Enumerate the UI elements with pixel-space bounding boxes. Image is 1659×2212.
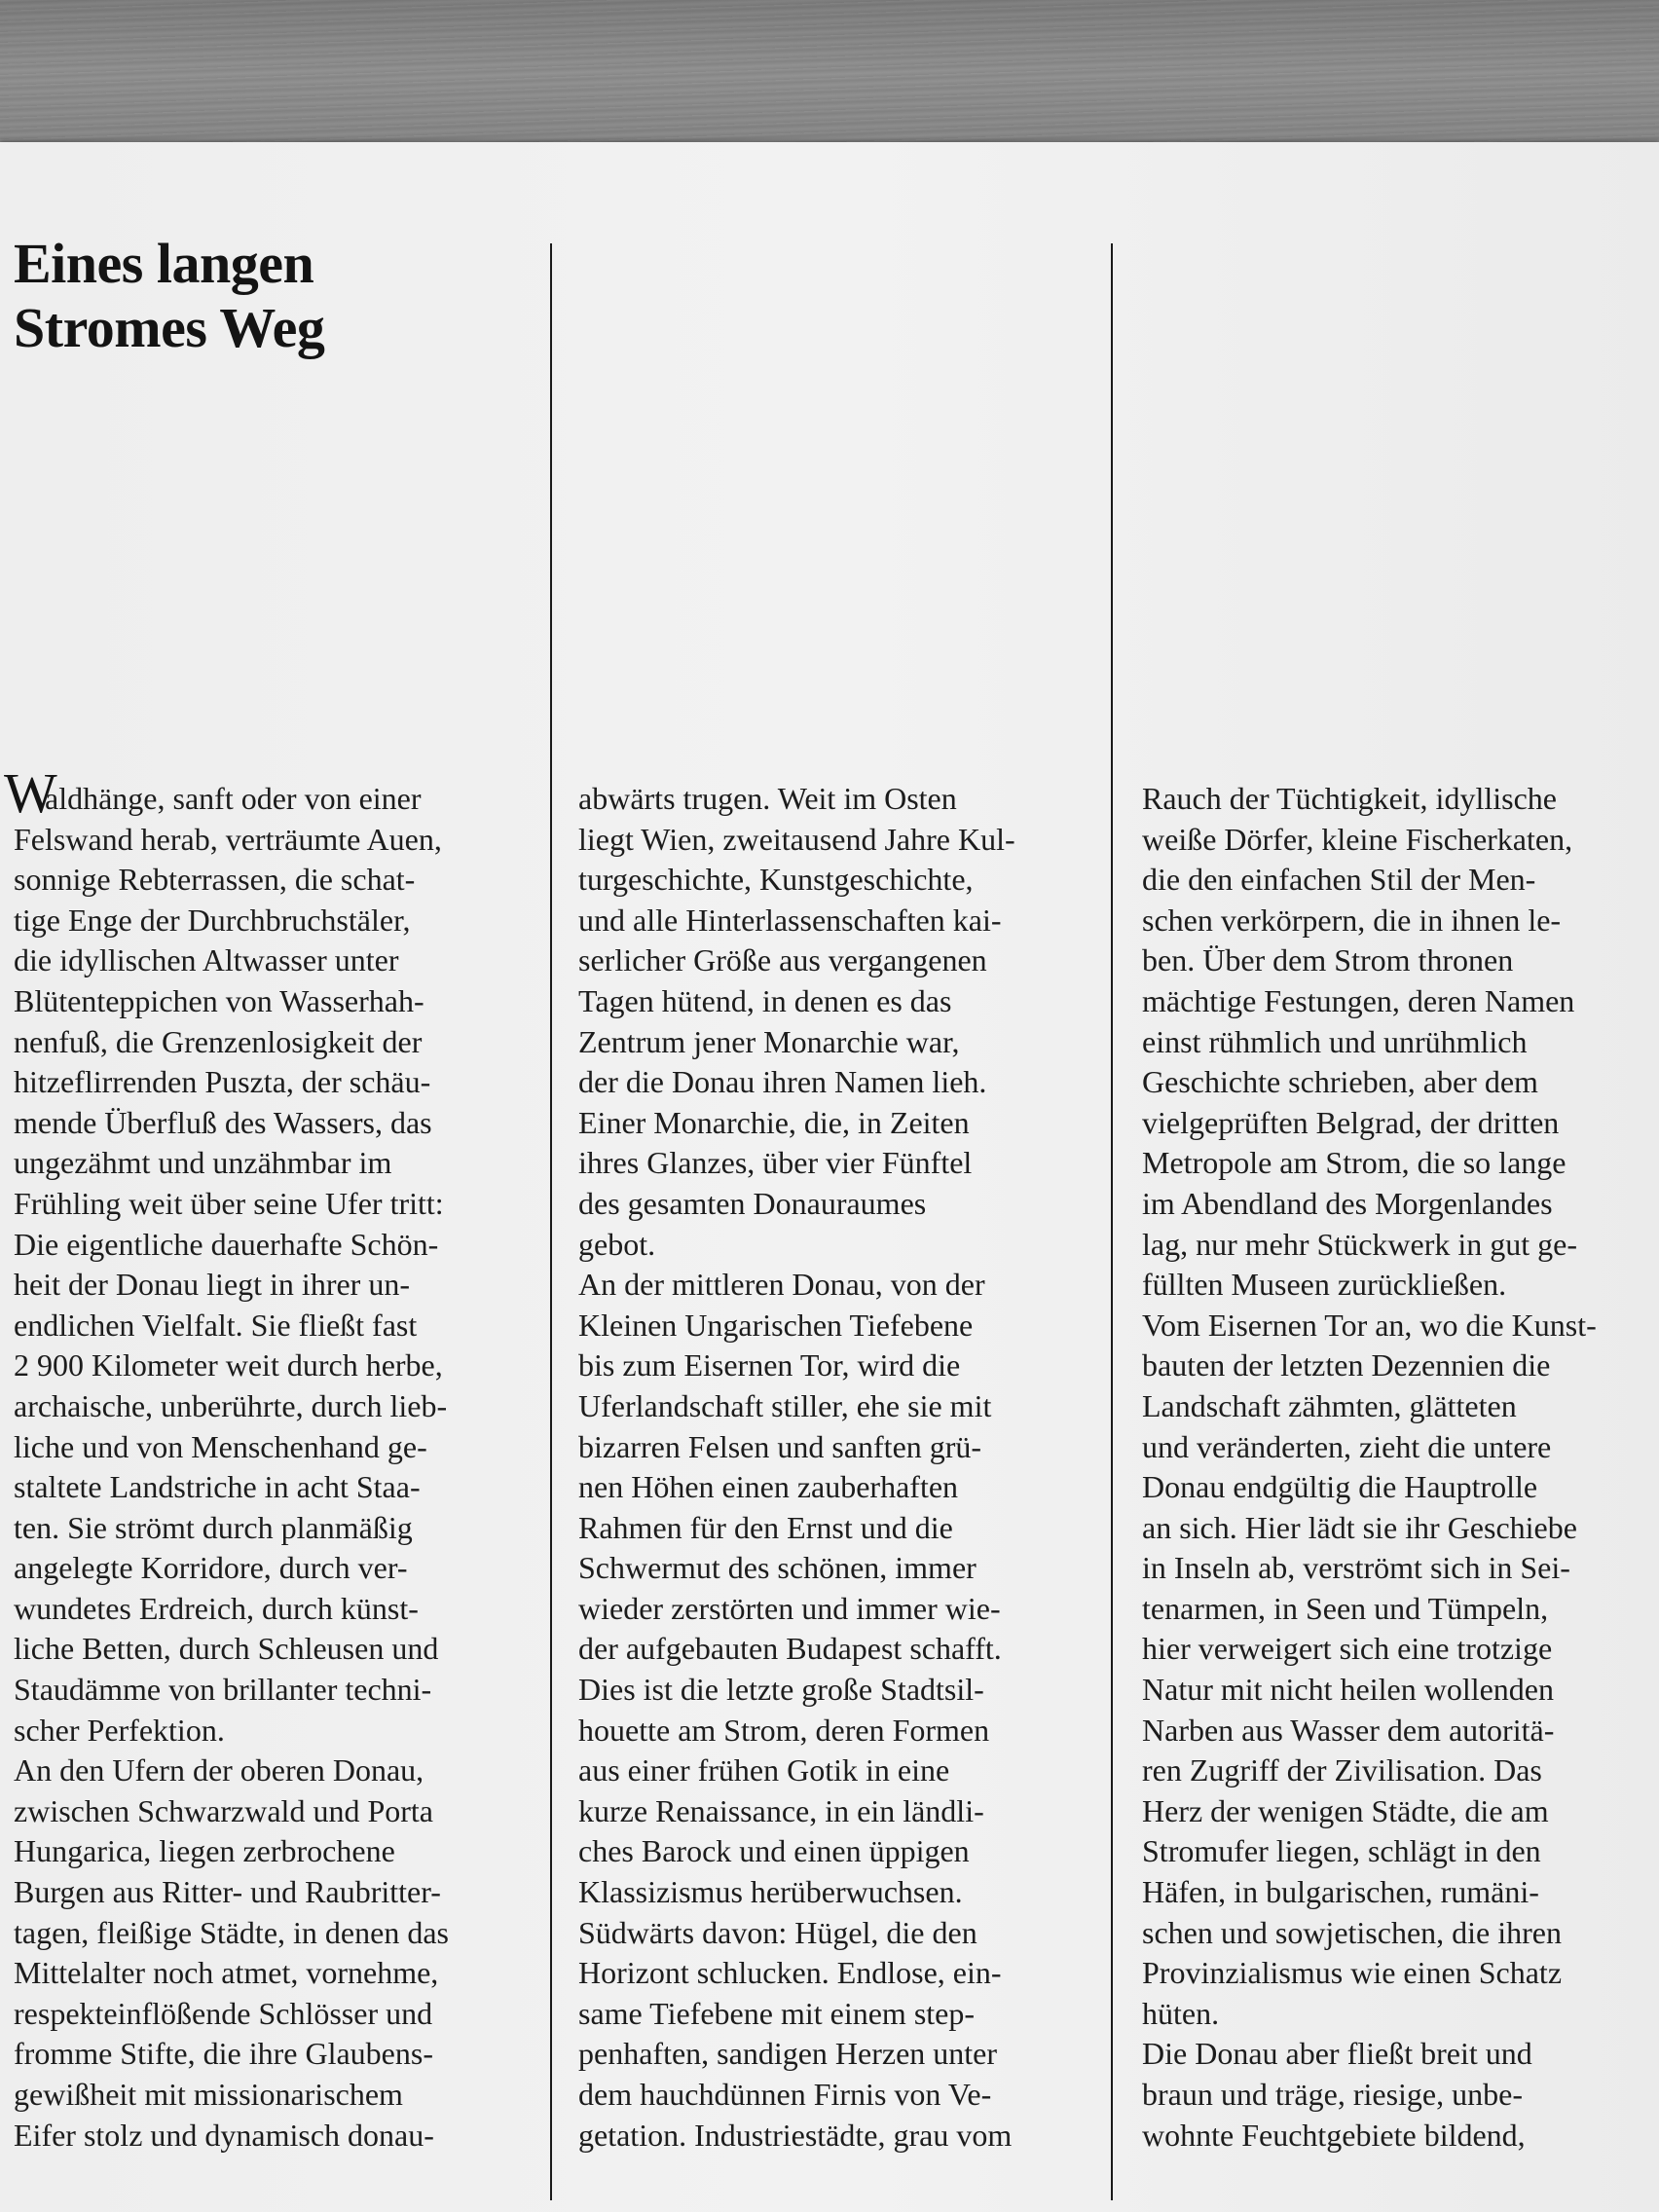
text-line: ungezähmt und unzähmbar im [14,1145,392,1181]
text-line: Stromufer liegen, schlägt in den [1142,1833,1541,1869]
text-line: Blütenteppichen von Wasserhah- [14,982,424,1018]
text-line: An der mittleren Donau, von der [578,1267,985,1303]
text-line: gewißheit mit missionarischem [14,2077,403,2112]
text-line: und veränderten, zieht die untere [1142,1428,1552,1464]
text-line: nenfuß, die Grenzenlosigkeit der [14,1023,423,1059]
text-line: Frühling weit über seine Ufer tritt: [14,1185,444,1221]
text-line: angelegte Korridore, durch ver- [14,1550,408,1586]
text-line: der aufgebauten Budapest schafft. [578,1631,1002,1667]
text-line: Eifer stolz und dynamisch donau- [14,2117,434,2153]
text-line: aldhänge, sanft oder von einer [45,781,422,816]
text-line: Burgen aus Ritter- und Raubritter- [14,1874,441,1910]
text-line: Rahmen für den Ernst und die [578,1509,953,1545]
text-line: An den Ufern der oberen Donau, [14,1752,424,1788]
text-line: Die eigentliche dauerhafte Schön- [14,1226,439,1262]
text-line: die den einfachen Stil der Men- [1142,862,1536,898]
text-line: kurze Renaissance, in ein ländli- [578,1792,984,1828]
text-line: Vom Eisernen Tor an, wo die Kunst- [1142,1307,1597,1343]
text-line: Landschaft zähmten, glätteten [1142,1387,1517,1423]
text-line: sonnige Rebterrassen, die schat- [14,862,416,898]
text-line: Provinzialismus wie einen Schatz [1142,1955,1563,1991]
text-line: zwischen Schwarzwald und Porta [14,1792,433,1828]
text-line: bauten der letzten Dezennien die [1142,1347,1551,1383]
text-line: tagen, fleißige Städte, in denen das [14,1914,449,1950]
text-line: respekteinflößende Schlösser und [14,1995,433,2031]
text-line: hitzeflirrenden Puszta, der schäu- [14,1064,431,1100]
text-line: im Abendland des Morgenlandes [1142,1185,1553,1221]
text-line: gebot. [578,1226,656,1262]
text-line: aus einer frühen Gotik in eine [578,1752,950,1788]
text-line: mächtige Festungen, deren Namen [1142,982,1575,1018]
text-line: Donau endgültig die Hauptrolle [1142,1469,1538,1505]
text-line: Schwermut des schönen, immer [578,1550,977,1586]
text-line: ihres Glanzes, über vier Fünftel [578,1145,973,1181]
text-line: Horizont schlucken. Endlose, ein- [578,1955,1002,1991]
text-line: bis zum Eisernen Tor, wird die [578,1347,961,1383]
column-rule-2 [1111,243,1113,2200]
text-line: weiße Dörfer, kleine Fischerkaten, [1142,821,1573,857]
text-line: nen Höhen einen zauberhaften [578,1469,959,1505]
text-line: Rauch der Tüchtigkeit, idyllische [1142,781,1557,816]
text-column-1 [14,779,449,2156]
text-column-3 [1142,779,1597,2156]
text-line: in Inseln ab, verströmt sich in Sei- [1142,1550,1570,1586]
drop-cap: W [4,761,57,825]
text-line: penhaften, sandigen Herzen unter [578,2036,998,2072]
text-line: Staudämme von brillanter techni- [14,1672,432,1708]
text-line: heit der Donau liegt in ihrer un- [14,1267,410,1303]
text-line: lag, nur mehr Stückwerk in gut ge- [1142,1226,1577,1262]
text-line: Klassizismus herüberwuchsen. [578,1874,963,1910]
text-line: Einer Monarchie, die, in Zeiten [578,1104,970,1140]
text-line: endlichen Vielfalt. Sie fließt fast [14,1307,418,1343]
text-line: hüten. [1142,1995,1220,2031]
text-line: Uferlandschaft stiller, ehe sie mit [578,1387,992,1423]
text-line: archaische, unberührte, durch lieb- [14,1387,448,1423]
text-line: bizarren Felsen und sanften grü- [578,1428,982,1464]
text-line: tige Enge der Durchbruchstäler, [14,902,411,938]
text-line: Narben aus Wasser dem autoritä- [1142,1712,1555,1748]
table-surface [0,0,1659,146]
text-line: schen und sowjetischen, die ihren [1142,1914,1562,1950]
page-title [14,232,324,360]
text-line: Die Donau aber fließt breit und [1142,2036,1532,2072]
text-line: staltete Landstriche in acht Staa- [14,1469,421,1505]
title-line-1: Eines langen [14,232,314,295]
text-line: houette am Strom, deren Formen [578,1712,990,1748]
text-line: Hungarica, liegen zerbrochene [14,1833,395,1869]
text-line: Metropole am Strom, die so lange [1142,1145,1567,1181]
text-line: Dies ist die letzte große Stadtsil- [578,1672,984,1708]
text-line: same Tiefebene mit einem step- [578,1995,976,2031]
text-line: und alle Hinterlassenschaften kai- [578,902,1002,938]
text-line: vielgeprüften Belgrad, der dritten [1142,1104,1560,1140]
text-line: des gesamten Donauraumes [578,1185,927,1221]
text-line: liegt Wien, zweitausend Jahre Kul- [578,821,1015,857]
text-line: Zentrum jener Monarchie war, [578,1023,960,1059]
text-line: ren Zugriff der Zivilisation. Das [1142,1752,1542,1788]
text-line: Südwärts davon: Hügel, die den [578,1914,977,1950]
text-column-2 [578,779,1015,2156]
text-line: Herz der wenigen Städte, die am [1142,1792,1549,1828]
text-line: wundetes Erdreich, durch künst- [14,1590,419,1626]
text-line: ten. Sie strömt durch planmäßig [14,1509,413,1545]
text-line: abwärts trugen. Weit im Osten [578,781,957,816]
text-line: fromme Stifte, die ihre Glaubens- [14,2036,433,2072]
title-line-2: Stromes Weg [14,296,325,359]
text-line: braun und träge, riesige, unbe- [1142,2077,1523,2112]
text-line: wieder zerstörten und immer wie- [578,1590,1001,1626]
text-line: liche Betten, durch Schleusen und [14,1631,439,1667]
text-line: Kleinen Ungarischen Tiefebene [578,1307,974,1343]
text-line: schen verkörpern, die in ihnen le- [1142,902,1562,938]
text-line: turgeschichte, Kunstgeschichte, [578,862,974,898]
text-line: mende Überfluß des Wassers, das [14,1104,432,1140]
column-rule-1 [550,243,552,2200]
text-line: hier verweigert sich eine trotzige [1142,1631,1553,1667]
text-line: liche und von Menschenhand ge- [14,1428,427,1464]
text-line: serlicher Größe aus vergangenen [578,942,987,978]
text-line: an sich. Hier lädt sie ihr Geschiebe [1142,1509,1577,1545]
text-line: getation. Industriestädte, grau vom [578,2117,1013,2153]
text-line: scher Perfektion. [14,1712,225,1748]
text-line: Geschichte schrieben, aber dem [1142,1064,1538,1100]
text-line: die idyllischen Altwasser unter [14,942,399,978]
text-line: Tagen hütend, in denen es das [578,982,952,1018]
text-line: Mittelalter noch atmet, vornehme, [14,1955,439,1991]
text-line: Felswand herab, verträumte Auen, [14,821,442,857]
text-line: dem hauchdünnen Firnis von Ve- [578,2077,992,2112]
text-line: 2 900 Kilometer weit durch herbe, [14,1347,443,1383]
text-line: ben. Über dem Strom thronen [1142,942,1514,978]
text-line: füllten Museen zurückließen. [1142,1267,1507,1303]
text-line: Häfen, in bulgarischen, rumäni- [1142,1874,1539,1910]
text-line: tenarmen, in Seen und Tümpeln, [1142,1590,1549,1626]
text-line: einst rühmlich und unrühmlich [1142,1023,1528,1059]
text-line: wohnte Feuchtgebiete bildend, [1142,2117,1526,2153]
text-line: ches Barock und einen üppigen [578,1833,970,1869]
text-line: Natur mit nicht heilen wollenden [1142,1672,1554,1708]
text-line: der die Donau ihren Namen lieh. [578,1064,987,1100]
